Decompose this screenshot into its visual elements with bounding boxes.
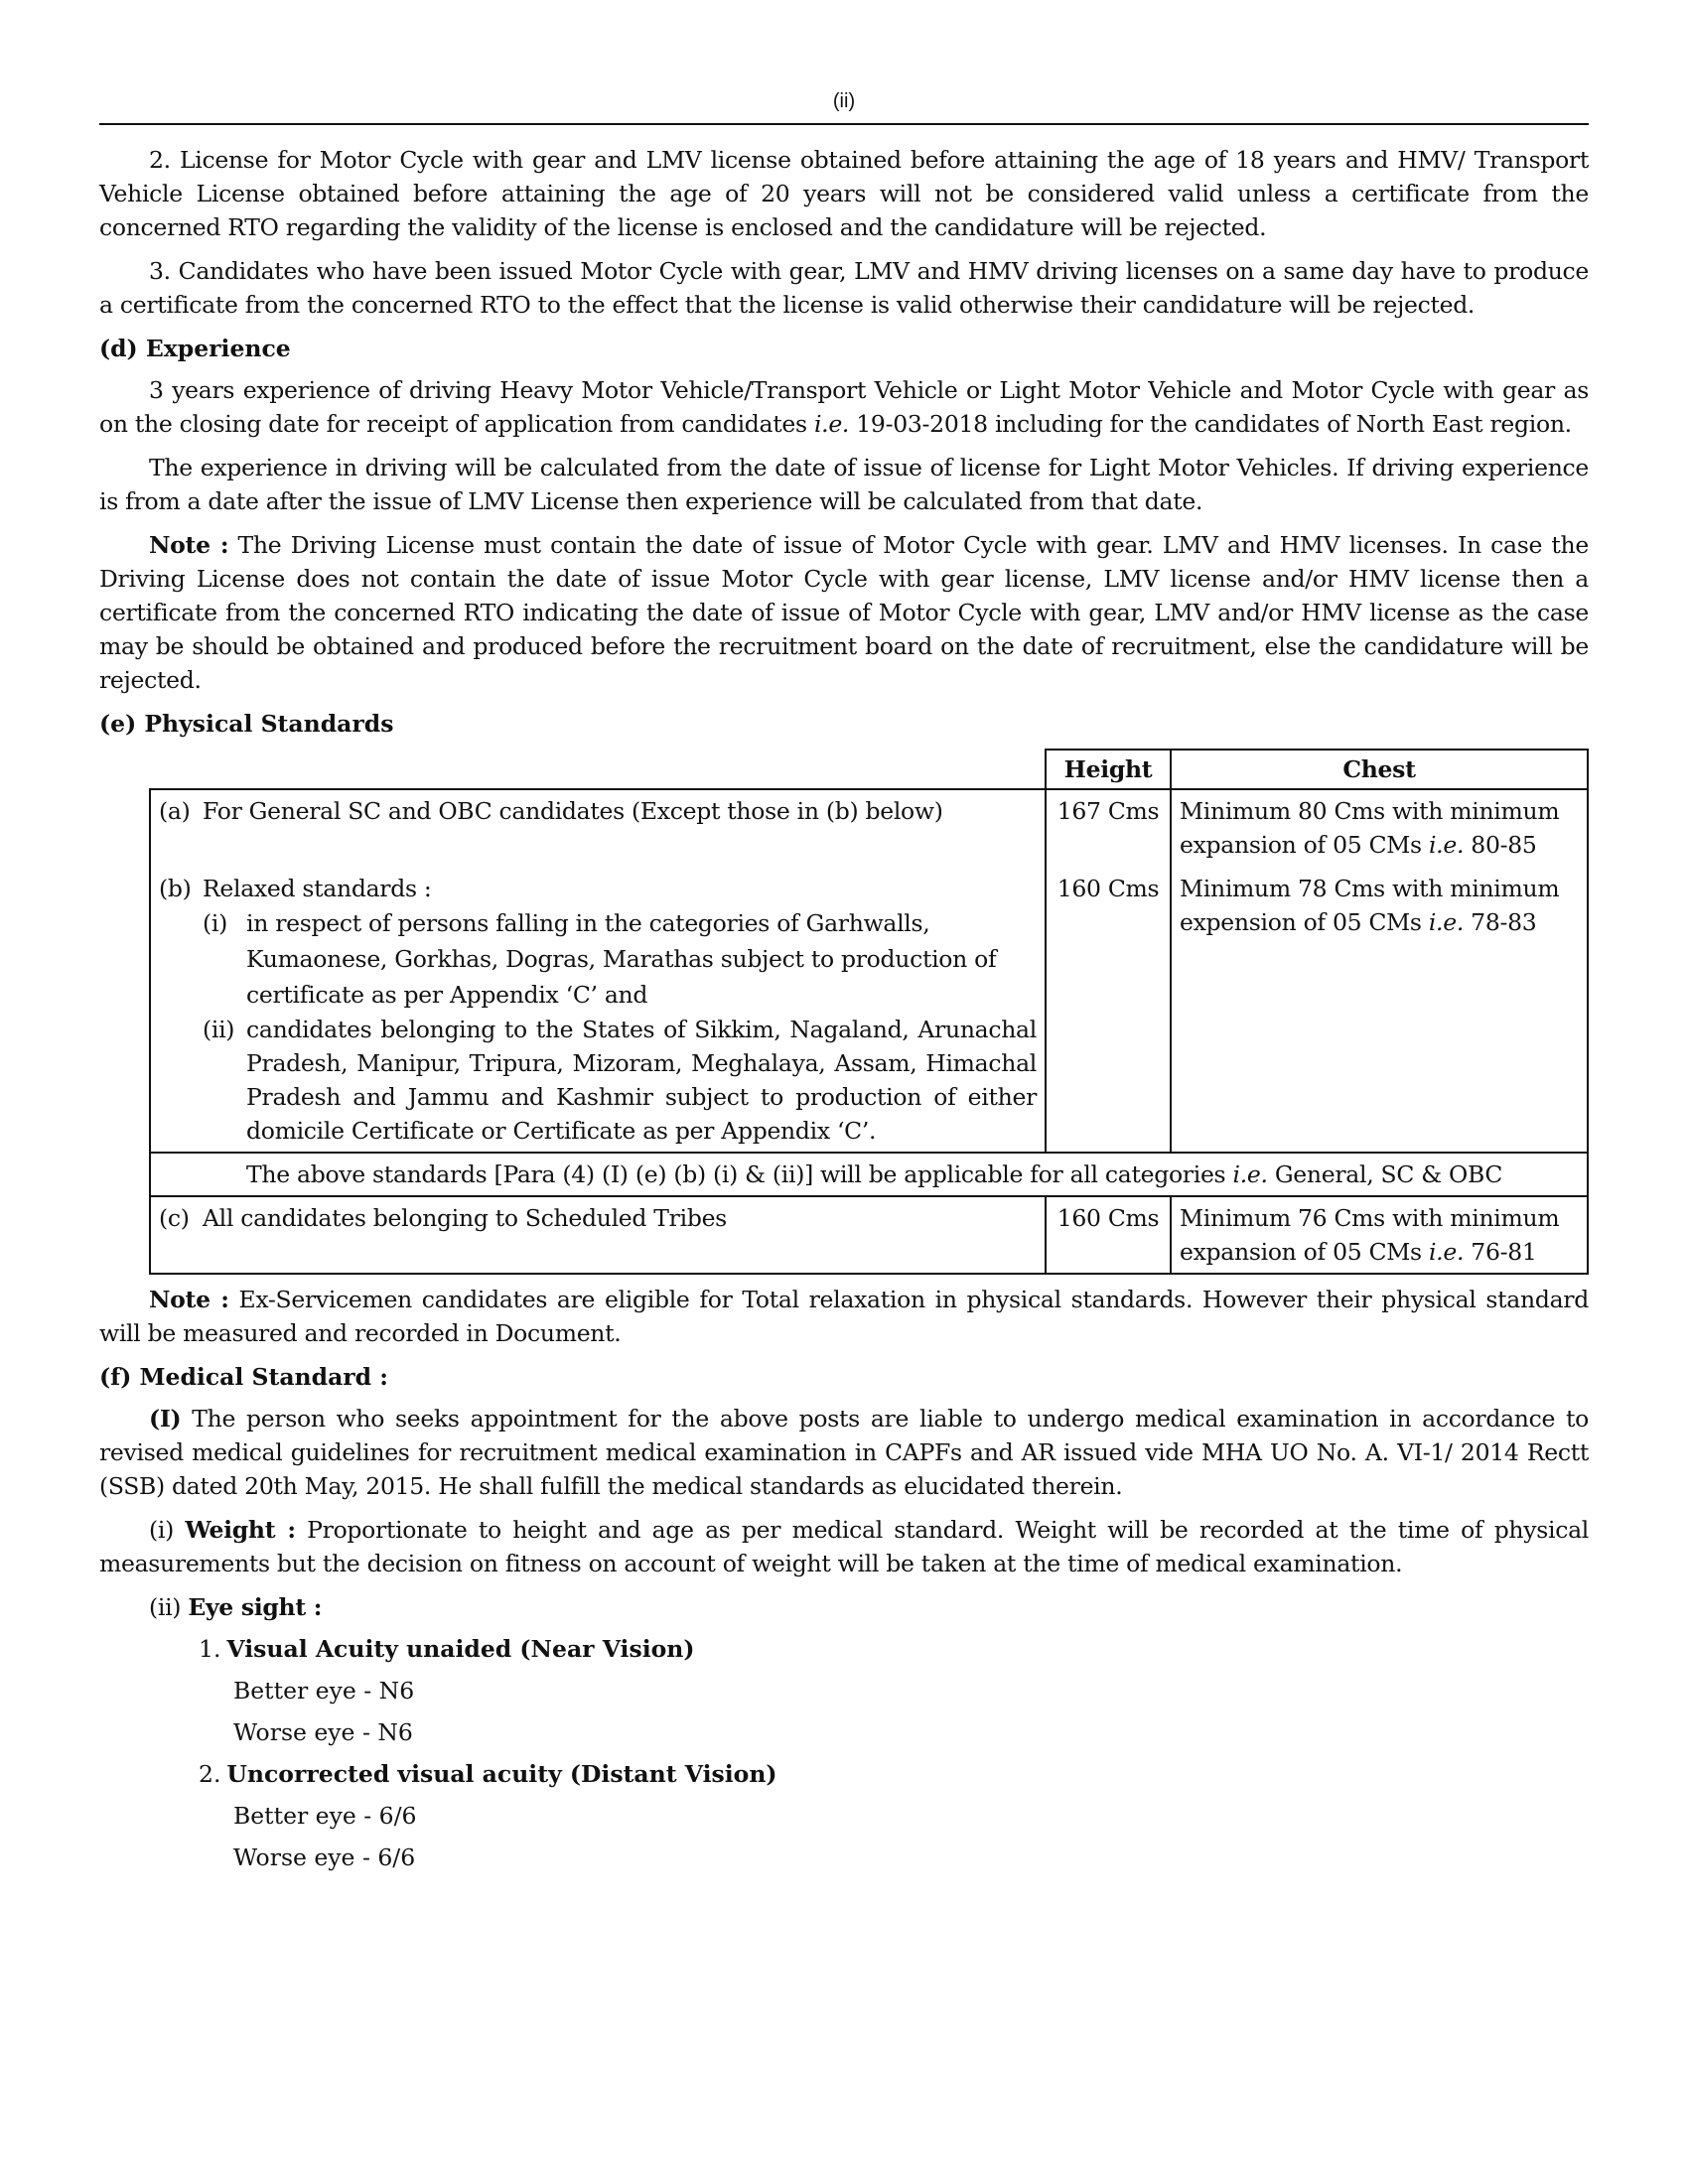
- row-b-item-ii: (ii) candidates belonging to the States of Sikkim, Nagaland, Arunachal Pradesh, Manipur, Tripura, Mizoram, Meghalaya, Assam, Himachal Pradesh and Jammu and Kashmir subject to production of either domicile Certificate or Certificate as per Appendix ‘C’.: [203, 1016, 1037, 1145]
- experience-note: Note : The Driving License must contain the date of issue of Motor Cycle with gear. LMV and HMV licenses. In case the Driving License does not contain the date of issue Motor Cycle with gear license, LMV license and/or HMV license then a certificate from the concerned RTO indicating the date of issue of Motor Cycle with gear, LMV and/or HMV license as the case may be should be obtained and produced before the recruitment board on the date of recruitment, else the candidature will be rejected.: [99, 531, 1589, 694]
- para-license-age: 2. License for Motor Cycle with gear and LMV license obtained before attaining the age of 18 years and HMV/ Transport Vehicle License obtained before attaining the age of 20 years will not be considered valid unless a certificate from the concerned RTO regarding the validity of the license is enclosed and the candidature will be rejected.: [99, 146, 1589, 241]
- header-chest: Chest: [1171, 750, 1588, 789]
- eye-item-2-better: Better eye - 6/6: [233, 1802, 417, 1830]
- table-header-row: [150, 750, 1588, 789]
- experience-heading: (d) Experience: [99, 335, 291, 362]
- physical-standards-table: [149, 749, 1589, 1275]
- row-c-height: 160 Cms: [1046, 1196, 1171, 1274]
- medical-heading: (f) Medical Standard :: [99, 1363, 388, 1391]
- para-same-day-license: 3. Candidates who have been issued Motor Cycle with gear, LMV and HMV driving licenses on a same day have to produce a certificate from the concerned RTO to the effect that the license is valid otherwise their candidature will be rejected.: [99, 257, 1589, 319]
- row-a-chest: Minimum 80 Cms with minimum expansion of 05 CMs i.e. 80-85: [1171, 789, 1588, 866]
- eye-item-1-better: Better eye - N6: [233, 1677, 415, 1705]
- table-row-a: (a) For General SC and OBC candidates (Except those in (b) below) 167 Cms Minimum 80 Cms with minimum expansion of 05 CMs i.e. 80-85: [150, 789, 1588, 866]
- table-row-span-note: [150, 1153, 1588, 1196]
- medical-weight: (i) Weight : Proportionate to height and age as per medical standard. Weight will be recorded at the time of physical measurements but the decision on fitness on account of weight will be taken at the time of medical examination.: [99, 1516, 1590, 1577]
- medical-eye-sight: (ii) Eye sight :: [149, 1593, 323, 1621]
- span-note-text: The above standards [Para (4) (I) (e) (b) (i) & (ii)] will be applicable for all categories i.e. General, SC & OBC: [150, 1153, 1588, 1196]
- page-number: (ii): [832, 90, 856, 112]
- row-b-text: Relaxed standards :: [203, 875, 432, 902]
- medical-para-I: (I) The person who seeks appointment for the above posts are liable to undergo medical examination in accordance to revised medical guidelines for recruitment medical examination in CAPFs and AR issued vide MHA UO No. A. VI-1/ 2014 Rectt (SSB) dated 20th May, 2015. He shall fulfill the medical standards as elucidated therein.: [99, 1405, 1589, 1500]
- row-a-height: 167 Cms: [1046, 789, 1171, 866]
- row-b-item-i: (i) in respect of persons falling in the categories of Garhwalls, Kumaonese, Gorkhas, Dogras, Marathas subject to production of certificate as per Appendix ‘C’ and: [203, 909, 997, 1009]
- eye-list-item-2: [99, 1753, 1589, 1878]
- eye-item-2-title: 2. Uncorrected visual acuity (Distant Vision): [199, 1760, 777, 1788]
- physical-note: Note : Ex-Servicemen candidates are eligible for Total relaxation in physical standards. However their physical standard will be measured and recorded in Document.: [99, 1286, 1589, 1347]
- header-rule: [99, 123, 1589, 125]
- table-row-c: (c) All candidates belonging to Scheduled Tribes 160 Cms Minimum 76 Cms with minimum expansion of 05 CMs i.e. 76-81: [150, 1196, 1588, 1274]
- header-height: Height: [1046, 750, 1171, 789]
- physical-standards-heading: (e) Physical Standards: [99, 710, 394, 738]
- row-c-text: All candidates belonging to Scheduled Tribes: [203, 1204, 727, 1232]
- content-flow: [99, 143, 1589, 1878]
- row-a-text: For General SC and OBC candidates (Except those in (b) below): [203, 797, 943, 825]
- experience-para-1: 3 years experience of driving Heavy Motor Vehicle/Transport Vehicle or Light Motor Vehicle and Motor Cycle with gear as on the closing date for receipt of application from candidates i.e. 19-03-2018 including for the candidates of North East region.: [99, 376, 1589, 438]
- eye-item-1-title: 1. Visual Acuity unaided (Near Vision): [199, 1635, 695, 1663]
- row-b-height: 160 Cms: [1046, 866, 1171, 1153]
- row-c-chest: Minimum 76 Cms with minimum expansion of 05 CMs i.e. 76-81: [1171, 1196, 1588, 1274]
- eye-list-item-1: [99, 1628, 1589, 1753]
- table-row-b: (b) Relaxed standards : (i) in respect of persons falling in the categories of Garhwalls, Kumaonese, Gorkhas, Dogras, Marathas subject to production of certificate as per Appendix ‘C’ and (ii) candidates belonging to the States of Sikkim, Nagaland, Arunachal Pradesh, Manipur, Tripura, Mizoram, Meghalaya, Assam, Himachal Pradesh and Jammu and Kashmir subject to production of either domicile Certificate or Certificate as per Appendix ‘C’. 160 Cms Minimum 78 Cms with minimum expension of 05 CMs i.e. 78-83: [150, 866, 1588, 1153]
- eye-item-2-worse: Worse eye - 6/6: [233, 1843, 416, 1871]
- eye-item-1-worse: Worse eye - N6: [233, 1718, 413, 1746]
- experience-para-2: The experience in driving will be calculated from the date of issue of license for Light Motor Vehicles. If driving experience is from a date after the issue of LMV License then experience will be calculated from that date.: [99, 454, 1589, 515]
- row-b-chest: Minimum 78 Cms with minimum expension of 05 CMs i.e. 78-83: [1171, 866, 1588, 1153]
